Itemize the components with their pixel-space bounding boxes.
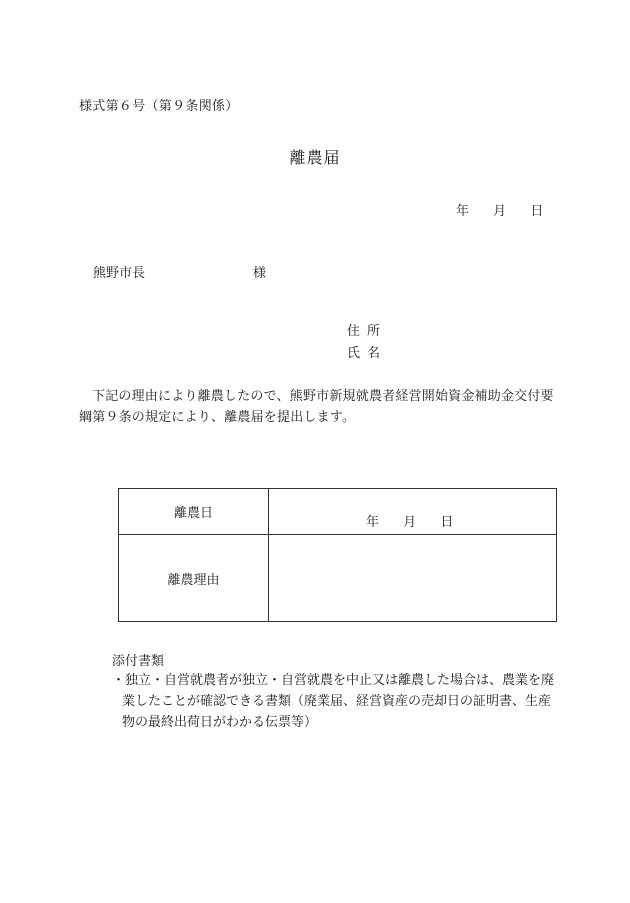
attachments-title: 添付書類 xyxy=(112,654,165,669)
month-label: 月 xyxy=(403,515,417,530)
year-label: 年 xyxy=(366,515,380,530)
body-paragraph: 下記の理由により離農したので、熊野市新規就農者経営開始資金補助金交付要綱第９条の規定により、離農届を提出します。 xyxy=(79,389,554,425)
year-label: 年 xyxy=(456,204,470,219)
farm-exit-date-field[interactable] xyxy=(269,489,557,535)
list-item: ・独立・自営就農者が独立・自営就農を中止又は離農した場合は、農業を廃業したことが確認できる書類（廃業届、経営資産の売却日の証明書、生産物の最終出荷日がわかる伝票等） xyxy=(112,673,555,730)
day-label: 日 xyxy=(440,515,454,530)
details-table xyxy=(118,488,557,622)
farm-exit-reason-field[interactable] xyxy=(269,535,557,622)
farm-exit-reason-label: 離農理由 xyxy=(119,535,269,622)
attachments-list xyxy=(112,670,562,733)
honorific: 様 xyxy=(253,266,267,281)
document-title: 離農届 xyxy=(289,148,341,167)
submission-date xyxy=(456,200,543,219)
table-row xyxy=(119,489,557,535)
farm-exit-date-label: 離農日 xyxy=(119,489,269,535)
form-number: 様式第６号（第９条関係） xyxy=(79,99,239,114)
addressee: 熊野市長 xyxy=(93,266,146,281)
month-label: 月 xyxy=(493,204,507,219)
address-label: 住所 xyxy=(347,324,388,339)
table-row xyxy=(119,535,557,622)
name-label: 氏名 xyxy=(347,346,388,361)
day-label: 日 xyxy=(530,204,544,219)
